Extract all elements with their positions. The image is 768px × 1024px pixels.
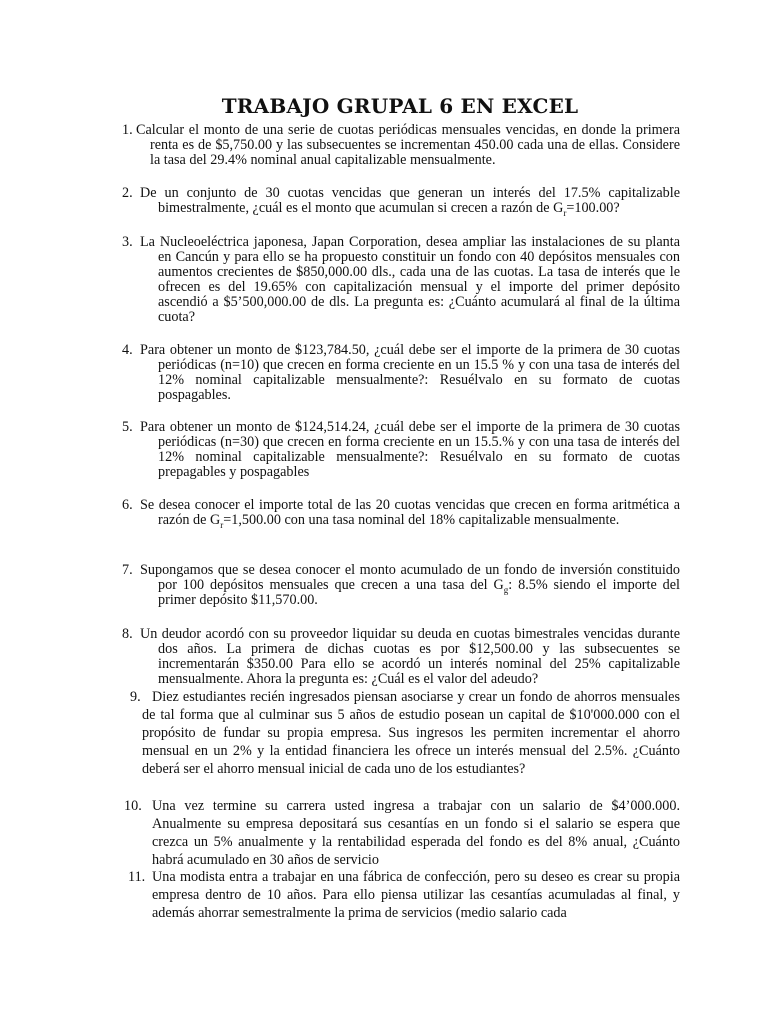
item-text-end: =100.00? bbox=[566, 200, 620, 216]
item-number: 7. bbox=[122, 562, 133, 578]
item-text: La Nucleoeléctrica japonesa, Japan Corporation, desea ampliar las instalaciones de su planta en Cancún y para ello se ha propuesto constituir un fondo con 40 depósitos mensuales con aumentos crecientes de $850,000.00 dls., cada una de las cuotas. La tasa de interés que le ofrecen es del 19.65% con capitalización mensual y el importe del primer depósito ascendió a $5’500,000.00 de dls. La pregunta es: ¿Cuánto acumulará al final de la última cuota? bbox=[140, 234, 680, 325]
item-text: Diez estudiantes recién ingresados piensan asociarse y crear un fondo de ahorros mensuales de tal forma que al culminar sus 5 años de estudio posean un capital de $10'000.000 con el propósito de fundar su propia empresa. Sus ingresos les permiten incrementar el ahorro mensual en un 2% y la entidad financiera les ofrece un interés mensual del 2.5%. ¿Cuánto deberá ser el ahorro mensual inicial de cada uno de los estudiantes? bbox=[142, 689, 680, 777]
item-text: Para obtener un monto de $124,514.24, ¿cuál debe ser el importe de la primera de 30 cuotas periódicas (n=30) que crecen en forma creciente en un 15.5.% y con una tasa de interés del 12% nominal capitalizable mensualmente?: Resuélvalo en su formato de cuotas prepagables y pospagables bbox=[140, 419, 680, 480]
list-item bbox=[122, 420, 680, 480]
list-item bbox=[122, 627, 680, 687]
item-text: Calcular el monto de una serie de cuotas periódicas mensuales vencidas, en donde la primera renta es de $5,750.00 y las subsecuentes se incrementan 450.00 cada una de ellas. Considere la tasa del 29.4% nominal anual capitalizable mensualmente. bbox=[136, 122, 680, 168]
item-text: Supongamos que se desea conocer el monto acumulado de un fondo de inversión constituido por 100 depósitos mensuales que crecen a una tasa del G bbox=[140, 562, 680, 593]
item-number: 1. bbox=[122, 122, 133, 138]
list-item bbox=[122, 123, 680, 168]
list-item bbox=[128, 868, 680, 922]
item-number: 4. bbox=[122, 342, 133, 358]
item-number: 9. bbox=[130, 689, 141, 705]
list-item bbox=[122, 186, 680, 216]
subscript: r bbox=[220, 519, 224, 530]
subscript: r bbox=[563, 207, 567, 218]
item-text-end: : 8.5% siendo el importe del primer depósito $11,570.00. bbox=[158, 577, 680, 608]
list-item bbox=[122, 235, 680, 325]
item-number: 3. bbox=[122, 234, 133, 250]
item-number: 5. bbox=[122, 419, 133, 435]
list-item bbox=[122, 563, 680, 608]
item-number: 2. bbox=[122, 185, 133, 201]
document-title: TRABAJO GRUPAL 6 EN EXCEL bbox=[221, 94, 579, 118]
item-number: 6. bbox=[122, 497, 133, 513]
subscript: g bbox=[503, 584, 509, 595]
list-item bbox=[130, 688, 680, 778]
list-item bbox=[124, 797, 680, 869]
item-number: 10. bbox=[124, 798, 142, 814]
list-item bbox=[122, 343, 680, 403]
item-number: 8. bbox=[122, 626, 133, 642]
item-text: Una modista entra a trabajar en una fábrica de confección, pero su deseo es crear su propia empresa dentro de 10 años. Para ello piensa utilizar las cesantías acumuladas al final, y además ahorrar semestralmente la prima de servicios (medio salario cada bbox=[152, 869, 680, 921]
list-item bbox=[122, 498, 680, 528]
item-text-end: =1,500.00 con una tasa nominal del 18% capitalizable mensualmente. bbox=[223, 512, 620, 528]
item-text: Una vez termine su carrera usted ingresa a trabajar con un salario de $4’000.000. Anualmente su empresa depositará sus cesantías en un fondo si el salario se espera que crezca un 5% anualmente y la rentabilidad esperada del fondo es del 8% anual, ¿Cuánto habrá acumulado en 30 años de servicio bbox=[152, 798, 680, 868]
item-text: De un conjunto de 30 cuotas vencidas que generan un interés del 17.5% capitalizable bimestralmente, ¿cuál es el monto que acumulan si crecen a razón de G bbox=[140, 185, 680, 216]
item-text: Para obtener un monto de $123,784.50, ¿cuál debe ser el importe de la primera de 30 cuotas periódicas (n=10) que crecen en forma creciente en un 15.5 % y con una tasa de interés del 12% nominal capitalizable mensualmente?: Resuélvalo en su formato de cuotas pospagables. bbox=[140, 342, 680, 403]
item-text: Un deudor acordó con su proveedor liquidar su deuda en cuotas bimestrales vencidas durante dos años. La primera de dichas cuotas es por $12,500.00 y las subsecuentes se incrementarán $350.00 Para ello se acordó un interés nominal del 25% capitalizable mensualmente. Ahora la pregunta es: ¿Cuál es el valor del adeudo? bbox=[140, 626, 680, 687]
item-number: 11. bbox=[128, 869, 146, 885]
item-text: Se desea conocer el importe total de las 20 cuotas vencidas que crecen en forma aritmética a razón de G bbox=[140, 497, 680, 528]
